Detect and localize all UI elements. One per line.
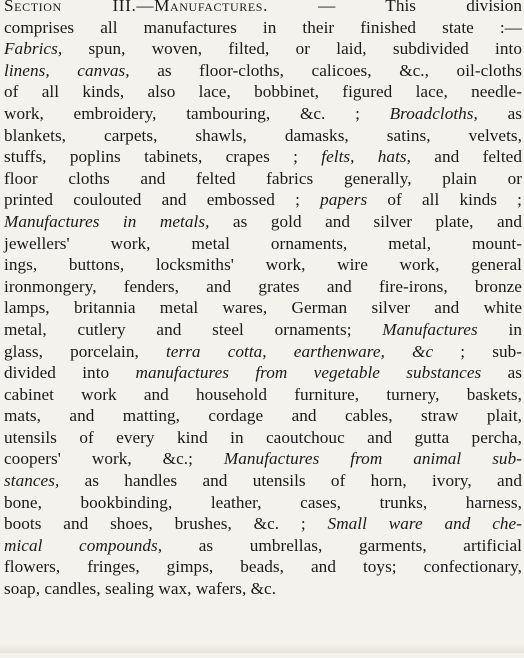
text-segment: mats, and matting, cordage and cables, straw plait, (4, 406, 522, 426)
text-segment: spun, woven, filted, or laid, subdivided into (62, 39, 522, 59)
text-segment: work, embroidery, tambouring, &c. ; (4, 103, 390, 123)
text-line (4, 81, 522, 103)
text-segment: as (481, 363, 522, 383)
italic-term: Small ware and che- (327, 514, 522, 534)
text-line (4, 535, 522, 557)
text-line (4, 60, 522, 82)
section-title: Section III.—Manufactures. (4, 0, 268, 15)
text-segment: in (477, 319, 522, 339)
body-text-column (4, 0, 522, 600)
text-line (4, 233, 522, 255)
text-segment: and felted (411, 147, 522, 167)
text-segment: lamps, britannia metal wares, German silver and white (4, 298, 522, 318)
text-segment: stuffs, poplins tabinets, crapes ; (4, 147, 322, 167)
text-line (4, 211, 522, 233)
text-segment: as umbrellas, garments, artificial (162, 535, 523, 555)
text-segment: ironmongery, fenders, and grates and fire-irons, bronze (4, 276, 522, 296)
text-segment: boots and shoes, brushes, &c. ; (4, 514, 328, 534)
text-segment: bone, bookbinding, leather, cases, trunks, harness, (4, 492, 522, 512)
text-segment: flowers, fringes, gimps, beads, and toys; confectionary, (4, 557, 522, 577)
text-line (4, 384, 522, 406)
italic-term: felts, hats, (321, 147, 411, 167)
italic-term: Broadcloths, (389, 103, 478, 123)
text-line (4, 168, 522, 190)
text-segment: of all kinds, also lace, bobbinet, figured lace, needle- (4, 82, 522, 102)
italic-term: Manufactures in metals, (4, 211, 210, 231)
text-segment: floor cloths and felted fabrics generally, plain or (4, 168, 522, 188)
text-segment: printed coulouted and embossed ; (4, 190, 321, 210)
text-segment: as (477, 103, 523, 123)
italic-term: Manufactures (382, 319, 478, 339)
text-segment: soap, candles, sealing wax, wafers, &c. (4, 579, 277, 599)
text-line (4, 189, 522, 211)
text-segment: ; sub- (433, 341, 522, 361)
text-line (4, 470, 522, 492)
text-segment: metal, cutlery and steel ornaments; (4, 319, 383, 339)
text-segment: coopers' work, &c.; (4, 449, 224, 469)
text-line (4, 513, 522, 535)
text-line (4, 125, 522, 147)
text-line (4, 427, 522, 449)
text-segment: — This division (267, 0, 523, 15)
text-segment: comprises all manufactures in their finished state :— (4, 17, 522, 37)
text-segment: as floor-cloths, calicoes, &c., oil-cloths (129, 60, 522, 80)
text-segment: ings, buttons, locksmiths' work, wire work, general (4, 255, 522, 275)
text-line (4, 319, 522, 341)
italic-term: Manufactures from animal sub- (223, 449, 522, 469)
text-segment: cabinet work and household furniture, turnery, baskets, (4, 384, 522, 404)
italic-term: stances, (4, 471, 60, 491)
text-line (4, 578, 522, 600)
text-line (4, 556, 522, 578)
text-line (4, 146, 522, 168)
section-heading-line (4, 0, 522, 17)
text-segment: divided into (4, 363, 136, 383)
text-line (4, 276, 522, 298)
text-line (4, 297, 522, 319)
text-line (4, 17, 522, 39)
text-line (4, 362, 522, 384)
text-segment: glass, porcelain, (4, 341, 166, 361)
italic-term: linens, canvas, (4, 60, 130, 80)
text-segment: as handles and utensils of horn, ivory, and (59, 471, 522, 491)
text-line (4, 254, 522, 276)
text-segment: jewellers' work, metal ornaments, metal, mount- (4, 233, 522, 253)
text-line (4, 38, 522, 60)
text-line (4, 492, 522, 514)
page-edge-shadow (0, 643, 524, 653)
text-line (4, 103, 522, 125)
italic-term: manufactures from vegetable substances (135, 363, 482, 383)
text-segment: utensils of every kind in caoutchouc and gutta percha, (4, 427, 522, 447)
italic-term: papers (320, 190, 368, 210)
text-line (4, 405, 522, 427)
text-segment: blankets, carpets, shawls, damasks, satins, velvets, (4, 125, 522, 145)
text-line (4, 448, 522, 470)
text-segment: as gold and silver plate, and (209, 211, 522, 231)
italic-term: terra cotta, earthenware, &c (165, 341, 434, 361)
italic-term: Fabrics, (4, 39, 63, 59)
text-line (4, 341, 522, 363)
text-segment: of all kinds ; (367, 190, 522, 210)
italic-term: mical compounds, (4, 535, 163, 555)
